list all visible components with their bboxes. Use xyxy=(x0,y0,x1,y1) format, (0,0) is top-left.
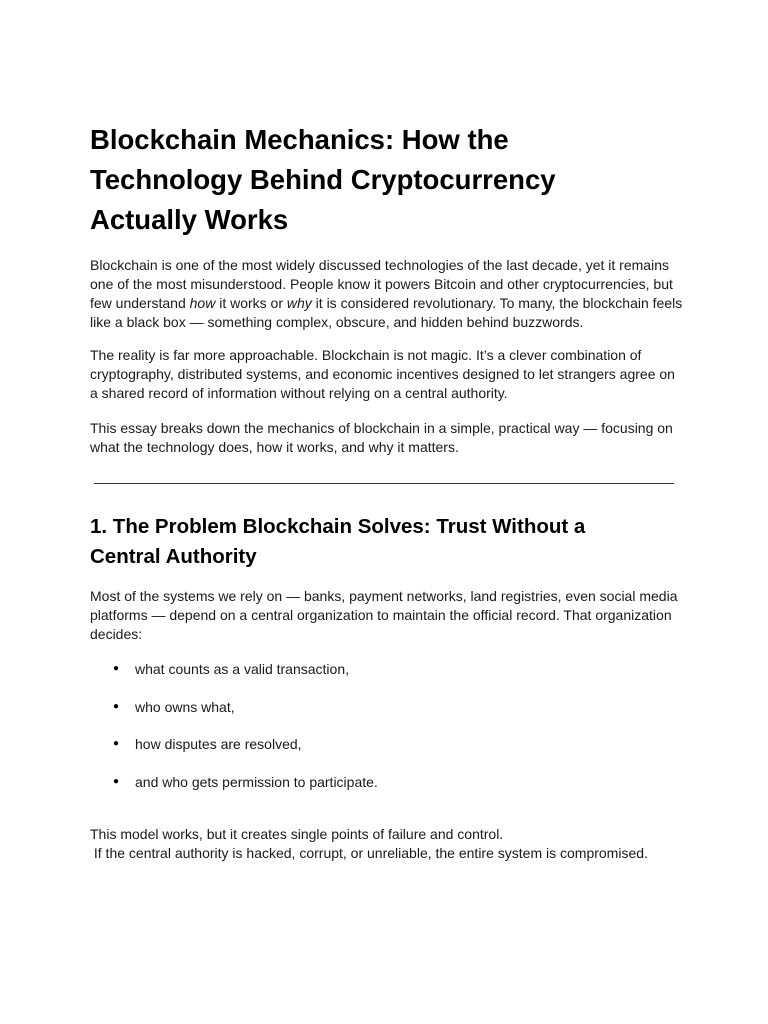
list-item-text: and who gets permission to participate. xyxy=(135,773,378,790)
section-1-paragraph-2 xyxy=(90,825,690,863)
heading-line: Central Authority xyxy=(90,545,257,568)
paragraph-line: This essay breaks down the mechanics of blockchain in a simple, practical way — focusing on xyxy=(90,420,673,436)
paragraph-line: This model works, but it creates single points of failure and control. xyxy=(90,826,504,842)
paragraph-line: If the central authority is hacked, corrupt, or unreliable, the entire system is compromised. xyxy=(90,845,648,861)
bullet-list xyxy=(90,658,690,808)
paragraph-line: cryptography, distributed systems, and economic incentives designed to let strangers agree on xyxy=(90,366,675,382)
paragraph-line: platforms — depend on a central organization to maintain the official record. That organization xyxy=(90,607,672,623)
list-item-text: who owns what, xyxy=(135,698,235,715)
paragraph-line: like a black box — something complex, obscure, and hidden behind buzzwords. xyxy=(90,314,584,330)
list-item xyxy=(90,658,690,696)
paragraph-line: what the technology does, how it works, and why it matters. xyxy=(90,439,459,455)
bullet-icon: ● xyxy=(113,663,120,674)
paragraph-line: one of the most misunderstood. People know it powers Bitcoin and other cryptocurrencies, but xyxy=(90,276,673,292)
bullet-icon: ● xyxy=(113,775,120,787)
bullet-icon: ● xyxy=(113,738,120,749)
title-line: Actually Works xyxy=(90,204,289,235)
paragraph-line: Most of the systems we rely on — banks, payment networks, land registries, even social media xyxy=(90,588,678,604)
section-1-paragraph-1 xyxy=(90,587,690,644)
intro-paragraph-1 xyxy=(90,256,690,332)
heading-line: 1. The Problem Blockchain Solves: Trust Without a xyxy=(90,515,586,538)
bullet-icon: ● xyxy=(113,700,120,712)
document-title xyxy=(90,120,690,240)
section-1-heading xyxy=(90,512,690,572)
list-item-text: what counts as a valid transaction, xyxy=(135,661,350,677)
list-item xyxy=(90,771,690,809)
emphasis-how: how xyxy=(189,295,216,311)
text-run: it is considered revolutionary. To many, the blockchain feels xyxy=(311,295,683,311)
intro-paragraph-3 xyxy=(90,419,690,457)
paragraph-line: a shared record of information without relying on a central authority. xyxy=(90,385,508,401)
text-run: it works or xyxy=(215,295,287,311)
list-item xyxy=(90,696,690,734)
list-item-text: how disputes are resolved, xyxy=(135,736,302,752)
title-line: Technology Behind Cryptocurrency xyxy=(90,164,556,195)
paragraph-line: decides: xyxy=(90,626,143,642)
list-item xyxy=(90,733,690,771)
paragraph-line: Blockchain is one of the most widely discussed technologies of the last decade, yet it remains xyxy=(90,257,669,273)
title-line: Blockchain Mechanics: How the xyxy=(90,124,509,155)
emphasis-why: why xyxy=(286,295,312,311)
text-run: few understand xyxy=(90,295,190,311)
intro-paragraph-2 xyxy=(90,346,690,403)
paragraph-line xyxy=(90,294,690,313)
paragraph-line: The reality is far more approachable. Blockchain is not magic. It’s a clever combination of xyxy=(90,347,642,363)
horizontal-divider xyxy=(94,483,674,484)
